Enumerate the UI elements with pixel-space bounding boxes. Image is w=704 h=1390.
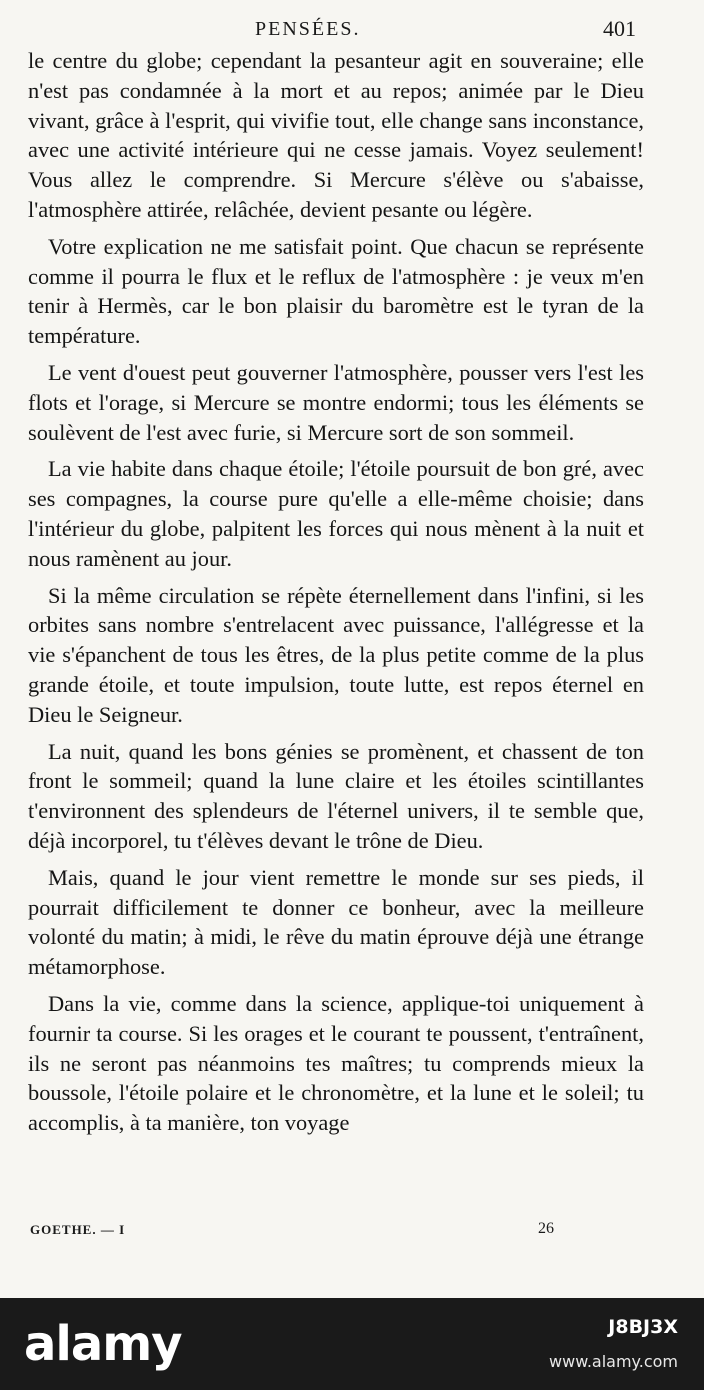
watermark-image-id: J8BJ3X — [608, 1316, 678, 1338]
paragraph: La vie habite dans chaque étoile; l'étoile poursuit de bon gré, avec ses compagnes, la course pure qu'elle a elle-même choisie; dans l'intérieur du globe, palpitent les forces qui nous mènent à la nuit et nous ramènent au jour. — [28, 456, 644, 571]
paragraph: Mais, quand le jour vient remettre le monde sur ses pieds, il pourrait difficilement te donner ce bonheur, avec la meilleure volonté du matin; à midi, le rêve du matin éprouve déjà une étrange métamorphose. — [28, 864, 644, 980]
watermark-logo: alamy — [24, 1316, 182, 1372]
running-head — [0, 10, 704, 44]
sheet-number: 26 — [538, 1220, 554, 1237]
paragraph: Dans la vie, comme dans la science, applique-toi uniquement à fournir ta course. Si les orages et le courant te poussent, t'entraînent, ils ne seront pas néanmoins tes maîtres; tu comprends mieux la boussole, l'étoile polaire et le chronomètre, et la lune et le soleil; tu accomplis, à ta manière, ton voyage — [28, 990, 644, 1136]
paragraph: Le vent d'ouest peut gouverner l'atmosphère, pousser vers l'est les flots et l'orage, si Mercure se montre endormi; tous les éléments se soulèvent de l'est avec furie, si Mercure sort de son sommeil. — [28, 359, 644, 445]
paragraph: Si la même circulation se répète éternellement dans l'infini, si les orbites sans nombre s'entrelacent avec puissance, l'allégresse et la vie s'épanchent de tous les êtres, de la plus petite comme de la plus grande étoile, et toute impulsion, toute lutte, est repos éternel en Dieu le Seigneur. — [28, 582, 644, 727]
paragraph: Votre explication ne me satisfait point. Que chacun se représente comme il pourra le flux et le reflux de l'atmosphère : je veux m'en tenir à Hermès, car le bon plaisir du baromètre est le tyran de la température. — [28, 233, 644, 349]
running-head-title: PENSÉES. — [255, 18, 361, 40]
signature-mark: GOETHE. — I — [30, 1222, 126, 1237]
watermark-bar — [0, 1298, 704, 1390]
paragraph: La nuit, quand les bons génies se promènent, et chassent de ton front le sommeil; quand la lune claire et les étoiles scintillantes t'environnent des splendeurs de l'éternel univers, il te semble que, déjà incorporel, tu t'élèves devant le trône de Dieu. — [28, 738, 644, 853]
paragraph: le centre du globe; cependant la pesanteur agit en souveraine; elle n'est pas condamnée à la mort et au repos; animée par le Dieu vivant, grâce à l'esprit, qui vivifie tout, elle change sans inconstance, avec une activité intérieure qui ne cesse jamais. Voyez seulement! Vous allez le comprendre. Si Mercure s'élève ou s'abaisse, l'atmosphère attirée, relâchée, devient pesante ou légère. — [28, 48, 644, 222]
watermark-url: www.alamy.com — [549, 1352, 678, 1371]
page-number: 401 — [603, 16, 636, 41]
page-footer — [0, 1218, 704, 1248]
body-text — [28, 46, 644, 1145]
